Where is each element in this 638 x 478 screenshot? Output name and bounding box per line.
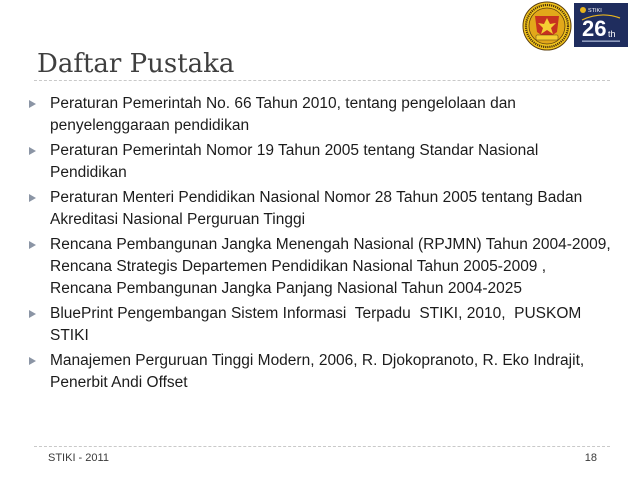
reference-list: [0, 93, 638, 397]
reference-line: BluePrint Pengembangan Sistem Informasi Terpadu STIKI, 2010, PUSKOM: [50, 305, 582, 322]
reference-line: Penerbit Andi Offset: [50, 374, 188, 391]
reference-item: [0, 93, 638, 137]
triangle-bullet-icon: [29, 357, 36, 365]
logo-org-text: STIKI: [588, 8, 602, 14]
triangle-bullet-icon: [29, 147, 36, 155]
reference-line: Peraturan Menteri Pendidikan Nasional Nomor 28 Tahun 2005 tentang Badan: [50, 189, 583, 206]
reference-line: Pendidikan: [50, 164, 127, 181]
reference-line: Rencana Pembangunan Jangka Panjang Nasional Tahun 2004-2025: [50, 280, 522, 297]
triangle-bullet-icon: [29, 100, 36, 108]
reference-line: Peraturan Pemerintah Nomor 19 Tahun 2005 tentang Standar Nasional: [50, 142, 539, 159]
title-divider: [34, 80, 610, 81]
logo-anniversary-number: 26: [582, 16, 607, 41]
reference-line: Akreditasi Nasional Perguruan Tinggi: [50, 211, 306, 228]
reference-item: [0, 187, 638, 231]
reference-item: [0, 303, 638, 347]
logo-anniversary-suffix: th: [608, 29, 616, 39]
reference-line: penyelenggaraan pendidikan: [50, 117, 250, 134]
reference-item: [0, 140, 638, 184]
reference-line: Rencana Strategis Departemen Pendidikan Nasional Tahun 2005-2009 ,: [50, 258, 547, 275]
reference-line: Rencana Pembangunan Jangka Menengah Nasional (RPJMN) Tahun 2004-2009,: [50, 236, 611, 253]
institution-seal-logo: [521, 1, 573, 51]
reference-line: Peraturan Pemerintah No. 66 Tahun 2010, tentang pengelolaan dan: [50, 95, 516, 112]
slide-title: Daftar Pustaka: [37, 49, 235, 79]
reference-line: Manajemen Perguruan Tinggi Modern, 2006, R. Djokopranoto, R. Eko Indrajit,: [50, 352, 585, 369]
footer-divider: [34, 446, 610, 447]
triangle-bullet-icon: [29, 310, 36, 318]
stiki-mark-icon: [580, 7, 586, 13]
triangle-bullet-icon: [29, 194, 36, 202]
reference-item: [0, 350, 638, 394]
reference-item: [0, 234, 638, 300]
anniversary-logo: [574, 3, 628, 47]
footer-label: STIKI - 2011: [48, 452, 109, 464]
reference-line: STIKI: [50, 327, 89, 344]
page-number: 18: [584, 452, 597, 464]
triangle-bullet-icon: [29, 241, 36, 249]
